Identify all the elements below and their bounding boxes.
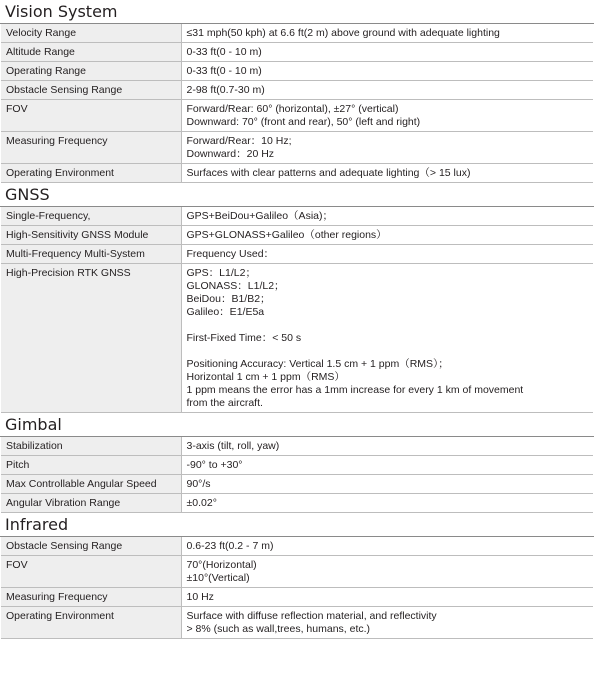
spec-value: 3-axis (tilt, roll, yaw) — [181, 437, 593, 456]
spec-label: FOV — [1, 556, 181, 588]
spec-row — [1, 245, 593, 264]
spec-row — [1, 264, 593, 413]
spec-label: Multi-Frequency Multi-System — [1, 245, 181, 264]
spec-label: Obstacle Sensing Range — [1, 537, 181, 556]
spec-label: Operating Range — [1, 62, 181, 81]
spec-label: Operating Environment — [1, 164, 181, 183]
spec-value: Frequency Used： — [181, 245, 593, 264]
spec-table — [1, 437, 593, 513]
spec-row — [1, 132, 593, 164]
spec-label: Angular Vibration Range — [1, 494, 181, 513]
spec-row — [1, 437, 593, 456]
spec-value: ≤31 mph(50 kph) at 6.6 ft(2 m) above ground with adequate lighting — [181, 24, 593, 43]
section-gnss — [0, 183, 594, 413]
spec-label: Operating Environment — [1, 607, 181, 639]
spec-label: Altitude Range — [1, 43, 181, 62]
spec-row — [1, 226, 593, 245]
spec-row — [1, 62, 593, 81]
spec-row — [1, 164, 593, 183]
spec-label: High-Precision RTK GNSS — [1, 264, 181, 413]
section-title: Infrared — [0, 513, 594, 537]
section-title: GNSS — [0, 183, 594, 207]
spec-value: GPS：L1/L2； GLONASS：L1/L2； BeiDou：B1/B2； Galileo：E1/E5a First-Fixed Time：< 50 s Positioning Accuracy: Vertical 1.5 cm + 1 ppm（RMS）； Horizontal 1 cm + 1 ppm（RMS） 1 ppm means the error has a 1mm increase for every 1 km of movement from the aircraft. — [181, 264, 593, 413]
spec-row — [1, 207, 593, 226]
spec-row — [1, 475, 593, 494]
spec-row — [1, 537, 593, 556]
spec-value: -90° to +30° — [181, 456, 593, 475]
section-vision-system — [0, 0, 594, 183]
spec-value: Surfaces with clear patterns and adequate lighting（> 15 lux) — [181, 164, 593, 183]
spec-label: Single-Frequency, — [1, 207, 181, 226]
spec-value: Surface with diffuse reflection material, and reflectivity > 8% (such as wall,trees, humans, etc.) — [181, 607, 593, 639]
section-gimbal — [0, 413, 594, 513]
spec-value: 0.6-23 ft(0.2 - 7 m) — [181, 537, 593, 556]
spec-table — [1, 24, 593, 183]
spec-table — [1, 207, 593, 413]
spec-table — [1, 537, 593, 639]
spec-row — [1, 81, 593, 100]
spec-value: 2-98 ft(0.7-30 m) — [181, 81, 593, 100]
spec-label: Obstacle Sensing Range — [1, 81, 181, 100]
spec-value: 10 Hz — [181, 588, 593, 607]
section-title: Gimbal — [0, 413, 594, 437]
spec-value: 0-33 ft(0 - 10 m) — [181, 62, 593, 81]
spec-label: Max Controllable Angular Speed — [1, 475, 181, 494]
spec-value: Forward/Rear：10 Hz; Downward：20 Hz — [181, 132, 593, 164]
spec-row — [1, 43, 593, 62]
spec-label: Measuring Frequency — [1, 588, 181, 607]
section-infrared — [0, 513, 594, 639]
spec-row — [1, 456, 593, 475]
spec-row — [1, 607, 593, 639]
spec-value: Forward/Rear: 60° (horizontal), ±27° (vertical) Downward: 70° (front and rear), 50° (left and right) — [181, 100, 593, 132]
spec-value: 90°/s — [181, 475, 593, 494]
spec-label: Stabilization — [1, 437, 181, 456]
spec-value: GPS+BeiDou+Galileo（Asia)； — [181, 207, 593, 226]
spec-row — [1, 494, 593, 513]
spec-row — [1, 100, 593, 132]
spec-value: ±0.02° — [181, 494, 593, 513]
spec-row — [1, 24, 593, 43]
spec-label: Measuring Frequency — [1, 132, 181, 164]
spec-label: Pitch — [1, 456, 181, 475]
spec-label: High-Sensitivity GNSS Module — [1, 226, 181, 245]
spec-row — [1, 588, 593, 607]
spec-row — [1, 556, 593, 588]
spec-value: GPS+GLONASS+Galileo（other regions） — [181, 226, 593, 245]
spec-label: Velocity Range — [1, 24, 181, 43]
spec-label: FOV — [1, 100, 181, 132]
spec-value: 70°(Horizontal) ±10°(Vertical) — [181, 556, 593, 588]
spec-value: 0-33 ft(0 - 10 m) — [181, 43, 593, 62]
section-title: Vision System — [0, 0, 594, 24]
